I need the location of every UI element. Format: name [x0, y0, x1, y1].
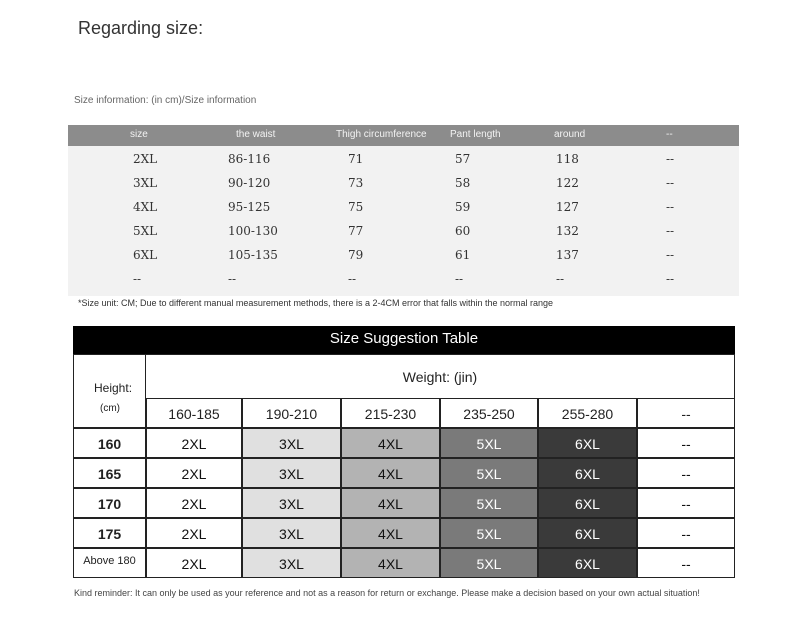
suggested-size-cell: 5XL — [440, 518, 538, 548]
suggested-size-cell: 4XL — [341, 458, 440, 488]
height-label: Height: — [94, 381, 133, 395]
suggested-size-cell: 6XL — [538, 518, 637, 548]
suggested-size-cell: 5XL — [440, 488, 538, 518]
cell-around: 132 — [556, 224, 579, 238]
height-value: Above 180 — [73, 548, 146, 578]
size-footnote: *Size unit: CM; Due to different manual measurement methods, there is a 2-4CM error that falls within the normal range — [78, 298, 554, 308]
cell-thigh: 73 — [348, 176, 364, 190]
size-info-header — [68, 125, 739, 146]
cell-extra: -- — [666, 248, 675, 262]
suggested-size-cell: 4XL — [341, 518, 440, 548]
suggested-size-cell: 4XL — [341, 428, 440, 458]
suggested-size-cell: -- — [637, 488, 735, 518]
suggested-size-cell: 3XL — [242, 428, 341, 458]
cell-size: 5XL — [133, 224, 158, 238]
suggested-size-cell: -- — [637, 458, 735, 488]
cell-size: 3XL — [133, 176, 158, 190]
cell-size: 6XL — [133, 248, 158, 262]
cell-around: 122 — [556, 176, 579, 190]
suggested-size-cell: 5XL — [440, 458, 538, 488]
cell-waist: -- — [228, 272, 237, 286]
cell-around: 118 — [556, 152, 579, 166]
cell-waist: 100-130 — [228, 224, 278, 238]
weight-range-header: 215-230 — [341, 398, 440, 428]
suggested-size-cell: 4XL — [341, 488, 440, 518]
size-info-row — [68, 172, 739, 196]
cell-pant-length: 59 — [455, 200, 471, 214]
suggested-size-cell: 5XL — [440, 428, 538, 458]
cell-pant-length: 57 — [455, 152, 471, 166]
cell-extra: -- — [666, 224, 675, 238]
suggested-size-cell: 6XL — [538, 428, 637, 458]
suggested-size-cell: 2XL — [146, 488, 242, 518]
suggestion-table-title: Size Suggestion Table — [73, 326, 735, 354]
weight-range-header: 190-210 — [242, 398, 341, 428]
column-header-waist: the waist — [236, 129, 276, 140]
suggested-size-cell: 2XL — [146, 548, 242, 578]
suggested-size-cell: 2XL — [146, 518, 242, 548]
cell-waist: 95-125 — [228, 200, 271, 214]
cell-pant-length: 61 — [455, 248, 471, 262]
page-title: Regarding size: — [78, 18, 204, 38]
suggested-size-cell: 6XL — [538, 488, 637, 518]
height-value: 165 — [73, 458, 146, 488]
suggested-size-cell: 6XL — [538, 548, 637, 578]
cell-thigh: 75 — [348, 200, 364, 214]
cell-thigh: -- — [348, 272, 357, 286]
weight-range-header: 235-250 — [440, 398, 538, 428]
cell-around: 127 — [556, 200, 579, 214]
cell-extra: -- — [666, 200, 675, 214]
suggested-size-cell: -- — [637, 428, 735, 458]
suggested-size-cell: 3XL — [242, 488, 341, 518]
size-info-row — [68, 244, 739, 268]
cell-waist: 105-135 — [228, 248, 278, 262]
weight-range-header: 255-280 — [538, 398, 637, 428]
column-header-size: size — [130, 129, 148, 140]
column-header-thigh: Thigh circumference — [336, 129, 427, 140]
size-info-row — [68, 220, 739, 244]
suggested-size-cell: 3XL — [242, 458, 341, 488]
cell-size: 4XL — [133, 200, 158, 214]
cell-pant-length: 58 — [455, 176, 471, 190]
cell-waist: 90-120 — [228, 176, 271, 190]
cell-pant-length: 60 — [455, 224, 471, 238]
cell-waist: 86-116 — [228, 152, 271, 166]
height-value: 170 — [73, 488, 146, 518]
cell-extra: -- — [666, 272, 675, 286]
height-header — [73, 354, 146, 428]
size-info-row — [68, 268, 739, 292]
height-value: 160 — [73, 428, 146, 458]
cell-size: 2XL — [133, 152, 158, 166]
size-info-row — [68, 196, 739, 220]
weight-range-header: -- — [637, 398, 735, 428]
size-info-row — [68, 148, 739, 172]
cell-thigh: 71 — [348, 152, 364, 166]
column-header-pant-length: Pant length — [450, 129, 501, 140]
size-info-table — [68, 125, 739, 296]
cell-around: 137 — [556, 248, 579, 262]
suggested-size-cell: 6XL — [538, 458, 637, 488]
suggested-size-cell: 3XL — [242, 518, 341, 548]
suggested-size-cell: -- — [637, 518, 735, 548]
cell-thigh: 79 — [348, 248, 364, 262]
suggested-size-cell: 4XL — [341, 548, 440, 578]
suggested-size-cell: 2XL — [146, 458, 242, 488]
suggested-size-cell: 5XL — [440, 548, 538, 578]
weight-header: Weight: (jin) — [146, 354, 735, 398]
height-value: 175 — [73, 518, 146, 548]
size-info-body — [68, 146, 739, 296]
suggested-size-cell: 3XL — [242, 548, 341, 578]
kind-reminder: Kind reminder: It can only be used as your reference and not as a reason for return or exchange. Please make a decision based on your own actual situation! — [74, 588, 700, 598]
cell-around: -- — [556, 272, 565, 286]
cell-thigh: 77 — [348, 224, 364, 238]
size-info-subtitle: Size information: (in cm)/Size information — [74, 95, 257, 106]
suggested-size-cell: 2XL — [146, 428, 242, 458]
cell-extra: -- — [666, 152, 675, 166]
suggested-size-cell: -- — [637, 548, 735, 578]
cell-size: -- — [133, 272, 142, 286]
weight-range-header: 160-185 — [146, 398, 242, 428]
column-header-extra: -- — [666, 129, 673, 140]
cell-extra: -- — [666, 176, 675, 190]
size-suggestion-table — [73, 354, 735, 577]
column-header-around: around — [554, 129, 586, 140]
height-unit: (cm) — [100, 403, 120, 414]
cell-pant-length: -- — [455, 272, 464, 286]
